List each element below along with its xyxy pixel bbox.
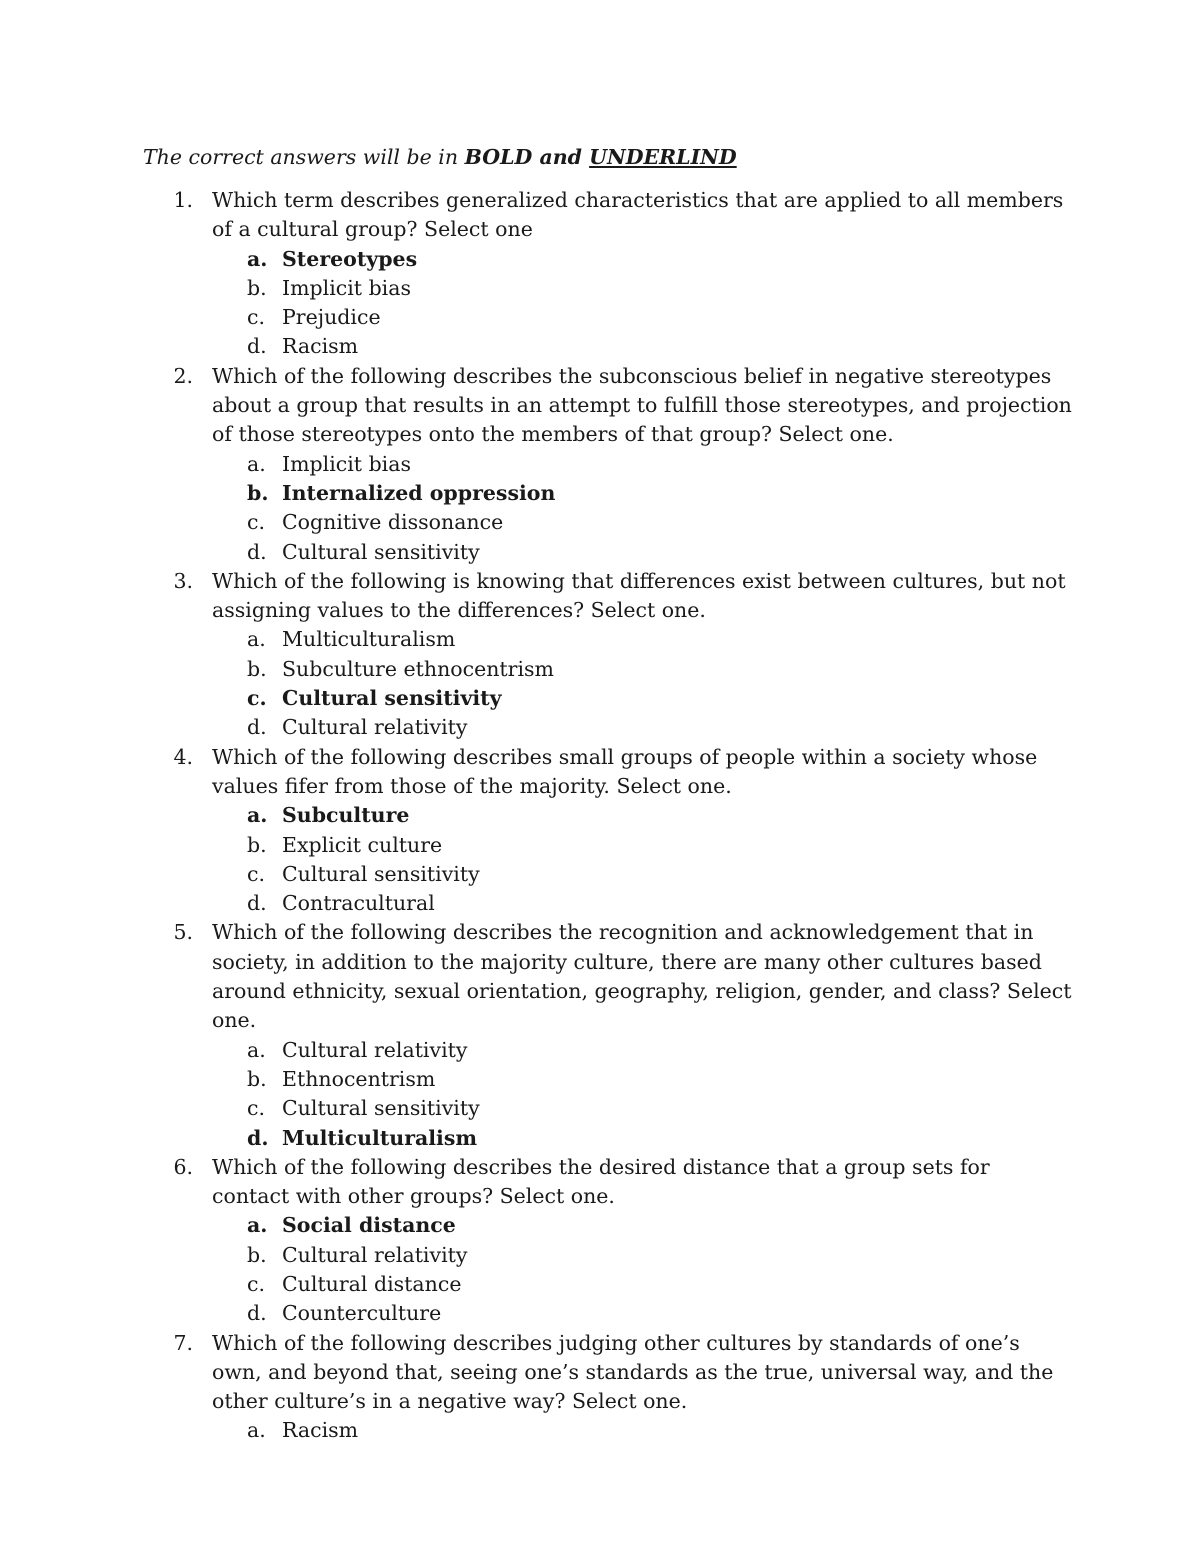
answer-option <box>143 538 1103 567</box>
question-number: 5. <box>173 920 193 945</box>
answer-option-correct <box>143 1124 1103 1153</box>
option-text: Implicit bias <box>282 451 411 476</box>
instructions-italic-text: The correct answers will be in <box>143 145 465 169</box>
option-letter: a. <box>247 451 266 476</box>
option-text: Social distance <box>282 1213 456 1238</box>
option-letter: d. <box>247 1125 269 1150</box>
question-text: Which of the following describes the recognition and acknowledgement that in society, in addition to the majority culture, there are many other cultures based around ethnicity, sexual orientation, geography, religion, gender, and class? Select one. <box>212 920 1072 1033</box>
option-text: Cultural sensitivity <box>282 1096 480 1121</box>
answer-option <box>143 889 1103 918</box>
option-text: Subculture ethnocentrism <box>282 656 554 681</box>
answer-option <box>143 1036 1103 1065</box>
option-text: Cultural relativity <box>282 1037 468 1062</box>
option-text: Racism <box>282 334 359 359</box>
option-letter: b. <box>247 832 267 857</box>
instructions-line <box>143 142 737 172</box>
question-text: Which of the following describes judging other cultures by standards of one’s own, and beyond that, seeing one’s standards as the true, universal way, and the other culture’s in a negative way? Select one. <box>212 1330 1054 1414</box>
option-text: Cultural sensitivity <box>282 861 480 886</box>
option-letter: c. <box>247 1271 265 1296</box>
option-letter: d. <box>247 539 267 564</box>
answer-option-correct <box>143 479 1103 508</box>
answer-option <box>143 1094 1103 1123</box>
option-letter: a. <box>247 246 268 271</box>
answer-option <box>143 508 1103 537</box>
answer-option <box>143 713 1103 742</box>
option-text: Prejudice <box>282 305 381 330</box>
question-number: 6. <box>173 1154 193 1179</box>
question-item <box>143 743 1103 919</box>
question-item <box>143 567 1103 743</box>
option-letter: a. <box>247 627 266 652</box>
question-number: 2. <box>173 363 193 388</box>
answer-option-correct <box>143 245 1103 274</box>
answer-option <box>143 1270 1103 1299</box>
option-text: Ethnocentrism <box>282 1066 436 1091</box>
option-letter: b. <box>247 480 269 505</box>
answer-option-correct <box>143 1211 1103 1240</box>
answer-option <box>143 1241 1103 1270</box>
option-letter: a. <box>247 1213 268 1238</box>
question-list <box>143 186 1103 1446</box>
question-item <box>143 362 1103 567</box>
option-text: Cultural relativity <box>282 1242 468 1267</box>
option-text: Multiculturalism <box>282 627 456 652</box>
option-letter: c. <box>247 861 265 886</box>
answer-option <box>143 1416 1103 1445</box>
option-text: Internalized oppression <box>282 480 556 505</box>
question-item <box>143 1153 1103 1329</box>
answer-option <box>143 450 1103 479</box>
option-text: Cultural sensitivity <box>282 539 480 564</box>
option-text: Cognitive dissonance <box>282 510 504 535</box>
question-number: 3. <box>173 568 193 593</box>
question-number: 1. <box>173 188 193 212</box>
option-letter: d. <box>247 1301 267 1326</box>
option-text: Counterculture <box>282 1301 442 1326</box>
option-letter: d. <box>247 891 267 916</box>
answer-option-correct <box>143 684 1103 713</box>
option-text: Implicit bias <box>282 275 411 300</box>
answer-option <box>143 274 1103 303</box>
question-number: 4. <box>173 744 193 769</box>
option-letter: b. <box>247 1066 267 1091</box>
option-letter: a. <box>247 803 268 828</box>
option-text: Cultural relativity <box>282 715 468 740</box>
question-number: 7. <box>173 1330 193 1355</box>
answer-option <box>143 303 1103 332</box>
option-letter: b. <box>247 656 267 681</box>
option-text: Cultural distance <box>282 1271 462 1296</box>
question-text: Which of the following describes small groups of people within a society whose values fifer from those of the majority. Select one. <box>212 744 1038 798</box>
answer-option <box>143 655 1103 684</box>
option-letter: a. <box>247 1037 266 1062</box>
question-text: Which of the following is knowing that differences exist between cultures, but not assigning values to the differences? Select one. <box>212 568 1066 623</box>
option-text: Contracultural <box>282 891 435 916</box>
option-text: Multiculturalism <box>282 1125 478 1150</box>
question-text: Which of the following describes the subconscious belief in negative stereotypes about a group that results in an attempt to fulfill those stereotypes, and projection of those stereotypes onto the members of that group? Select one. <box>212 363 1072 447</box>
option-letter: c. <box>247 1096 265 1121</box>
answer-option <box>143 860 1103 889</box>
option-text: Cultural sensitivity <box>282 686 502 711</box>
instructions-bold-text: BOLD and <box>464 145 590 169</box>
answer-option <box>143 1065 1103 1094</box>
answer-option <box>143 332 1103 361</box>
option-text: Racism <box>282 1418 359 1443</box>
question-item <box>143 186 1103 362</box>
option-letter: c. <box>247 305 265 330</box>
answer-option-correct <box>143 801 1103 830</box>
answer-option <box>143 831 1103 860</box>
option-letter: b. <box>247 1242 267 1267</box>
question-item <box>143 1329 1103 1446</box>
option-text: Explicit culture <box>282 832 443 857</box>
question-item <box>143 918 1103 1152</box>
option-text: Subculture <box>282 803 410 828</box>
option-letter: b. <box>247 275 267 300</box>
question-text: Which of the following describes the desired distance that a group sets for contact with other groups? Select one. <box>212 1154 990 1209</box>
option-letter: a. <box>247 1418 266 1443</box>
answer-option <box>143 1299 1103 1328</box>
question-text: Which term describes generalized characteristics that are applied to all members of a cultural group? Select one <box>212 188 1064 242</box>
option-letter: d. <box>247 334 267 359</box>
option-text: Stereotypes <box>282 246 418 271</box>
option-letter: c. <box>247 686 267 711</box>
option-letter: c. <box>247 510 265 535</box>
instructions-underlined-text: UNDERLIND <box>589 145 737 169</box>
answer-option <box>143 625 1103 654</box>
option-letter: d. <box>247 715 267 740</box>
